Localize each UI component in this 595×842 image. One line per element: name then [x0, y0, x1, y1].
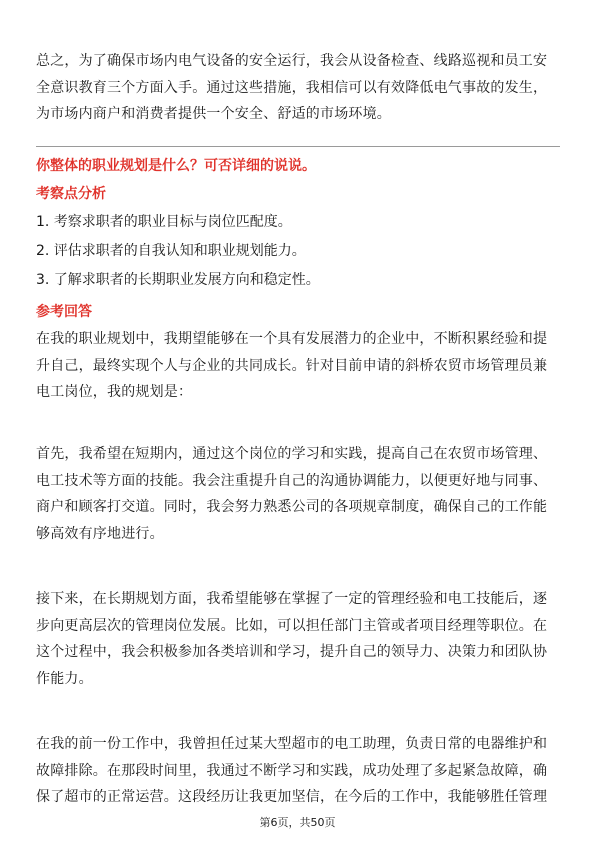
- analysis-item: 1. 考察求职者的职业目标与岗位匹配度。: [36, 214, 292, 230]
- document-page: [36, 0, 560, 842]
- page-number-footer: 第6页，共50页: [259, 816, 336, 829]
- answer-paragraph: 在我的前一份工作中，我曾担任过某大型超市的电工助理，负责日常的电器维护和故障排除。在那段时间里，我通过不断学习和实践，成功处理了多起紧急故障，确保了超市的正常运营。这段经历让我更加坚信，在今后的工作中，我能够胜任管理: [36, 736, 548, 805]
- answer-paragraph: 接下来，在长期规划方面，我希望能够在掌握了一定的管理经验和电工技能后，逐步向更高层次的管理岗位发展。比如，可以担任部门主管或者项目经理等职位。在这个过程中，我会积极参加各类培训和学习，提升自己的领导力、决策力和团队协作能力。: [36, 591, 548, 687]
- interview-question: 你整体的职业规划是什么？可否详细的说说。: [36, 158, 316, 174]
- answer-paragraph: 首先，我希望在短期内，通过这个岗位的学习和实践，提高自己在农贸市场管理、电工技术等方面的技能。我会注重提升自己的沟通协调能力，以便更好地与同事、商户和顾客打交道。同时，我会努力熟悉公司的各项规章制度，确保自己的工作能够高效有序地进行。: [36, 446, 548, 542]
- section-divider: [36, 146, 560, 147]
- analysis-item: 3. 了解求职者的长期职业发展方向和稳定性。: [36, 272, 320, 288]
- answer-title: 参考回答: [36, 304, 92, 320]
- analysis-title: 考察点分析: [36, 186, 106, 202]
- analysis-item: 2. 评估求职者的自我认知和职业规划能力。: [36, 243, 306, 259]
- intro-paragraph: 总之，为了确保市场内电气设备的安全运行，我会从设备检查、线路巡视和员工安全意识教育三个方面入手。通过这些措施，我相信可以有效降低电气事故的发生，为市场内商户和消费者提供一个安全、舒适的市场环境。: [36, 53, 548, 122]
- answer-paragraph: 在我的职业规划中，我期望能够在一个具有发展潜力的企业中，不断积累经验和提升自己，最终实现个人与企业的共同成长。针对目前申请的斜桥农贸市场管理员兼电工岗位，我的规划是：: [36, 331, 548, 400]
